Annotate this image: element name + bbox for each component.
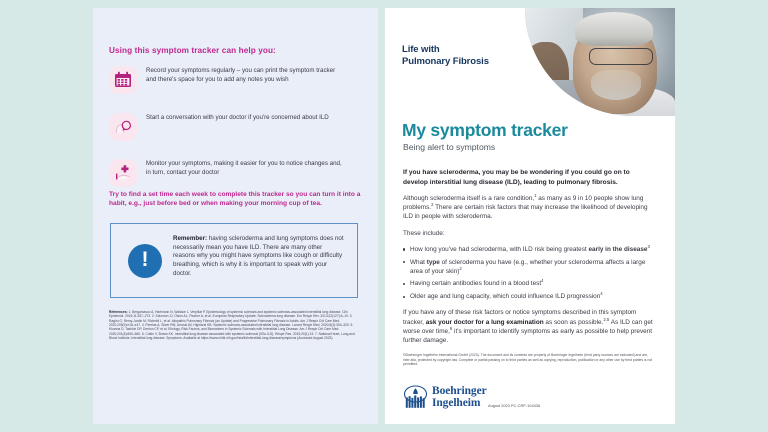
list-item (403, 245, 655, 254)
benefit-list (109, 65, 364, 205)
list-item (403, 292, 655, 301)
job-code: August 2023 PC-CRP-104436 (488, 403, 541, 408)
bullet-3-citation: 4 (541, 278, 544, 284)
bullet-1-pre: How long you've had scleroderma, with ILD risk being greatest (410, 245, 589, 253)
list-item (403, 279, 655, 288)
closing-part-5: As ILD can get worse over time, (403, 318, 653, 335)
bullet-1-citation: 3 (647, 243, 650, 249)
page-title: My symptom tracker (402, 120, 568, 140)
closing-bold: ask your doctor for a lung examination (425, 318, 544, 326)
left-page-heading: Using this symptom tracker can help you: (109, 46, 276, 55)
remember-text (173, 235, 345, 279)
exclamation-mark-icon (128, 244, 162, 278)
closing-part-3: as soon as possible. (543, 318, 604, 326)
lead-paragraph: If you have scleroderma, you may be be wondering if you could go on to develop interstitial lung disease (ILD), leading to pulmonary fibrosis. (403, 169, 630, 186)
exclamation-glyph: ! (141, 248, 149, 271)
closing-paragraph (403, 308, 655, 345)
speech-bubble-head-icon (109, 113, 137, 141)
bullet-1-bold: early in the disease (588, 245, 648, 253)
logo-line-2: Ingelheim (432, 396, 481, 409)
closing-citation-1: 2,5 (603, 316, 610, 322)
bullet-3-pre: Having certain antibodies found in a blood test (410, 280, 542, 288)
benefit-item (109, 65, 364, 103)
citation-1: 1 (534, 192, 537, 198)
brand-lockup (402, 44, 552, 67)
copyright-notice: ©Boehringer Ingelheim International GmbH (2023). The document and its contents are property of Boehringer Ingelheim (third party sources are indicated) and are, inter alia, protected by copyright law. Complete or partial passing on to third parties as well as copying, reproduction, publication or any other use by third parties is not permitted. (403, 353, 653, 367)
bullet-2-pre: What (410, 258, 427, 266)
p2-part-3: as many as 9 in 10 people show lung problems. (403, 195, 644, 212)
brand-line-1: Life with (402, 44, 440, 55)
tracker-tip-text: Try to find a set time each week to complete this tracker so you can turn it into a habit, e.g., just before bed or when making your morning cup of tea. (109, 191, 361, 208)
benefit-label: Monitor your symptoms, making it easier for you to notice changes and, in turn, contact your doctor (146, 160, 342, 176)
p2-part-1: Although scleroderma itself is a rare condition, (403, 195, 535, 202)
remember-label: Remember: (173, 235, 208, 242)
remember-callout (110, 223, 358, 298)
hand-with-plus-icon (109, 159, 137, 187)
bullet-4-pre: Older age and lung capacity, which could influence ILD progression (410, 293, 601, 301)
these-include-label: These include: (403, 229, 445, 237)
boehringer-ingelheim-logo (403, 385, 487, 410)
page-subtitle: Being alert to symptoms (403, 142, 496, 152)
benefit-item (109, 112, 364, 150)
brand-line-2: Pulmonary Fibrosis (402, 55, 489, 67)
bullet-2-bold: type (426, 258, 440, 266)
body-copy (403, 168, 655, 352)
bullet-2-mid: of scleroderma you have (e.g., whether your scleroderma affects a large area of your skin) (410, 258, 646, 275)
list-item (403, 258, 655, 276)
risk-factor-list (403, 245, 655, 302)
benefit-label: Start a conversation with your doctor if you're concerned about ILD (146, 113, 329, 121)
right-page (385, 8, 675, 424)
p2-part-5: There are certain risk factors that may increase the likelihood of developing ILD in people with scleroderma. (403, 204, 648, 221)
references-block (109, 310, 357, 340)
bi-logo-mark-icon (403, 385, 428, 410)
left-page (93, 8, 378, 424)
benefit-label: Record your symptoms regularly – you can print the symptom tracker and there's space for you to add any notes you wish (146, 67, 336, 83)
bullet-2-citation: 2 (459, 265, 462, 271)
references-text: 1. Bergamasco A, Hartmann N, Wallace L, Verpillat P. Epidemiology of systemic sclerosis and systemic sclerosis-associated interstitial lung disease. Clin Epidemiol. 2019;11:257–273. 2. Solomon JJ, Olson AL, Fischer A, et al. European Respiratory Update. Scleroderma lung disease. Eur Respir Rev. 2013;22(127):6–19. 3. Raghu G, Remy-Jardin M, Richeldi L, et al. Idiopathic Pulmonary Fibrosis (an Update) and Progressive Pulmonary Fibrosis in Adults. Am J Respir Crit Care Med. 2022;205(9):e18–e47. 4. Perelas A, Silver RM, Arrossi AV, Highland KB. Systemic sclerosis-associated interstitial lung disease. Lancet Respir Med. 2020;8(3):304–320. 5. Khanna D, Tashkin DP, Denton CP, et al. Etiology, Risk Factors, and Biomarkers in Systemic Sclerosis with Interstitial Lung Disease. Am J Respir Crit Care Med. 2020;201(6):650–660. 6. Cottin V, Brown KK. Interstitial lung disease associated with systemic sclerosis (SSc-ILD). Respir Res. 2019;20(1):13. 7. National Heart, Lung and Blood Institute. Interstitial lung disease: Symptoms. Available at https://www.nhlbi.nih.gov/health/interstitial-lung-disease/symptoms (Accessed August 2023). (109, 310, 355, 341)
paragraph-risk-factors (403, 194, 655, 222)
references-label: References: (109, 310, 128, 314)
bi-logo-wordmark (432, 386, 487, 409)
remember-body: having scleroderma and lung symptoms does not necessarily mean you have ILD. There are many other reasons why you might have symptoms like cough or difficulty breathing, which is why it is important to speak with your doctor. (173, 235, 344, 277)
bullet-4-citation: 4 (600, 291, 603, 296)
closing-part-1: If you have any of these risk factors or notice symptoms described in this symptom tracker, (403, 309, 637, 326)
calendar-icon (109, 66, 137, 94)
citation-2: 2 (431, 202, 434, 208)
closing-part-7: it's important to identify symptoms as early as possible to help prevent further damage. (403, 327, 653, 344)
logo-line-1: Boehringer (432, 384, 487, 397)
closing-citation-2: 6 (449, 325, 453, 331)
